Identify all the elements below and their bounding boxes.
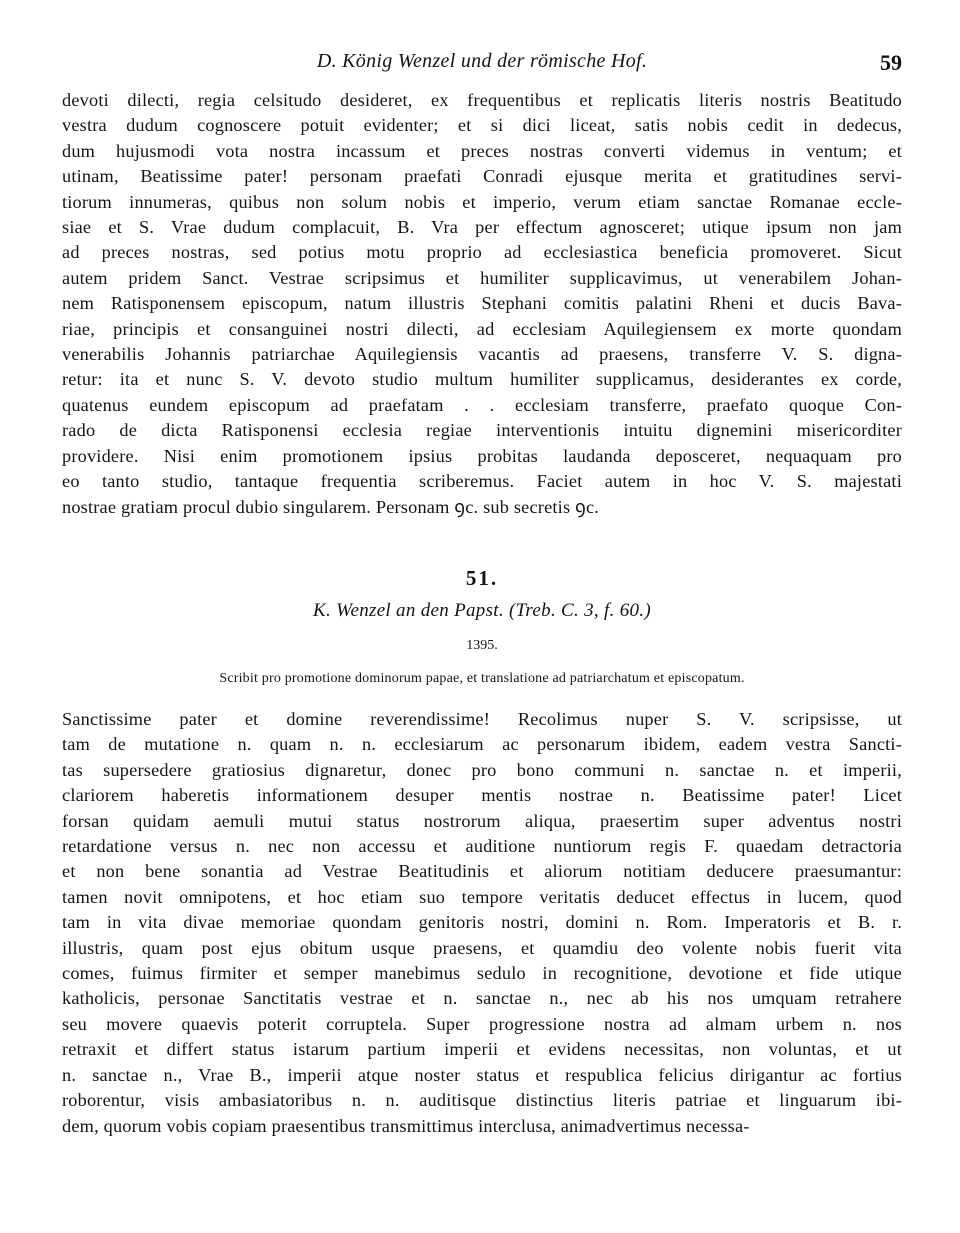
text-line: et non bene sonantia ad Vestrae Beatitudinis et aliorum notitiam deducere praesumantur: (62, 861, 902, 882)
text-line: retraxit et differt status istarum partium imperii et evidens necessitas, non voluntas, et ut (62, 1039, 902, 1060)
text-line: n. sanctae n., Vrae B., imperii atque noster status et respublica felicius dirigantur ac fortius (62, 1064, 902, 1085)
text-line: venerabilis Johannis patriarchae Aquilegiensis vacantis ad praesens, transferre V. S. digna- (62, 344, 902, 365)
text-line: tam in vita divae memoriae quondam genitoris nostri, domini n. Rom. Imperatoris et B. r. (62, 912, 902, 933)
text-line: katholicis, personae Sanctitatis vestrae et n. sanctae n., nec ab his nos umquam retrahere (62, 988, 902, 1009)
text-line: Sanctissime pater et domine reverendissime! Recolimus nuper S. V. scripsisse, ut (62, 709, 902, 729)
text-line: autem pridem Sanct. Vestrae scripsimus et humiliter supplicavimus, ut venerabilem Johan- (62, 267, 902, 288)
text-line: retardatione versus n. nec non accessu et auditione nuntiorum regis F. quaedam detractoria (62, 836, 902, 857)
text-line: roborentur, visis ambasiatoribus n. n. auditisque distinctius literis patriae et linguarum ibi- (62, 1090, 902, 1111)
running-title: D. König Wenzel und der römische Hof. (316, 50, 648, 72)
text-line: vestra dudum cognoscere potuit evidenter; et si dici liceat, satis nobis cedit in dedecus, (62, 115, 902, 136)
paragraph-continuation (62, 88, 902, 520)
document-number: 51. (465, 566, 499, 590)
text-line: clariorem haberetis informationem desuper mentis nostrae n. Beatissime pater! Licet (62, 785, 902, 806)
text-line: tas supersedere gratiosius dignaretur, donec pro bono communi n. sanctae n. et imperii, (62, 759, 902, 780)
text-line: illustris, quam post ejus obitum usque praesens, et quamdiu deo volente nobis fuerit vita (62, 937, 902, 958)
text-line: dem, quorum vobis copiam praesentibus transmittimus interclusa, animadvertimus necessa- (62, 1115, 750, 1136)
text-line: tam de mutatione n. quam n. n. ecclesiarum ac personarum ibidem, eadem vestra Sancti- (62, 734, 902, 755)
letter-paragraph (62, 707, 902, 1139)
text-line: tiorum innumeras, quibus non solum nobis et imperio, verum etiam sanctae Romanae eccle- (62, 191, 902, 212)
text-line: riae, principis et consanguinei nostri dilecti, ad ecclesiam Aquilegiensem ex morte quondam (62, 318, 902, 339)
document-year: 1395. (466, 638, 498, 653)
running-head (62, 50, 902, 76)
text-line: siae et S. Vrae dudum complacuit, B. Vra per effectum agnosceret; utique ipsum non jam (62, 217, 902, 238)
text-line: eo tanto studio, tantaque frequentia scriberemus. Faciet autem in hoc V. S. majestati (62, 471, 902, 492)
text-line: seu movere quaevis poterit corruptela. Super progressione nostra ad almam urbem n. nos (62, 1013, 902, 1034)
text-line: providere. Nisi enim promotionem ipsius probitas laudanda deposceret, nequaquam pro (62, 445, 902, 466)
page-number: 59 (880, 50, 902, 75)
document-summary: Scribit pro promotione dominorum papae, et translatione ad patriarchatum et episcopatum. (219, 671, 745, 686)
text-line: retur: ita et nunc S. V. devoto studio multum humiliter supplicamus, desiderantes ex corde, (62, 369, 902, 390)
text-line: quatenus eundem episcopum ad praefatam . . ecclesiam transferre, praefato quoque Con- (62, 394, 902, 415)
text-line: utinam, Beatissime pater! personam praefati Conradi ejusque merita et gratitudines servi- (62, 166, 902, 187)
text-line: ad preces nostras, sed potius motu proprio ad ecclesiastica beneficia promoveret. Sicut (62, 242, 902, 263)
text-line: dum hujusmodi vota nostra incassum et preces nostras converti videmus in ventum; et (62, 140, 902, 161)
text-line: comes, fuimus firmiter et semper manebimus sedulo in recognitione, devotione et fide utique (62, 963, 902, 984)
text-line: rado de dicta Ratisponensi ecclesia regiae interventionis intuitu dignemini misericorditer (62, 420, 902, 441)
text-line: nem Ratisponensem episcopum, natum illustris Stephani comitis palatini Rheni et ducis Bava- (62, 293, 902, 314)
text-line: forsan quidam aemuli mutui status nostrorum aliqua, praesertim super adventus nostri (62, 810, 902, 831)
text-line: nostrae gratiam procul dubio singularem. Personam ꝯc. sub secretis ꝯc. (62, 496, 600, 517)
text-line: tamen novit omnipotens, et hoc etiam suo tempore veritatis deducet effectus in lucem, quod (62, 886, 902, 907)
document-title: K. Wenzel an den Papst. (Treb. C. 3, f. 60.) (313, 600, 651, 621)
text-line: devoti dilecti, regia celsitudo desideret, ex frequentibus et replicatis literis nostris Beatitudo (62, 90, 902, 110)
